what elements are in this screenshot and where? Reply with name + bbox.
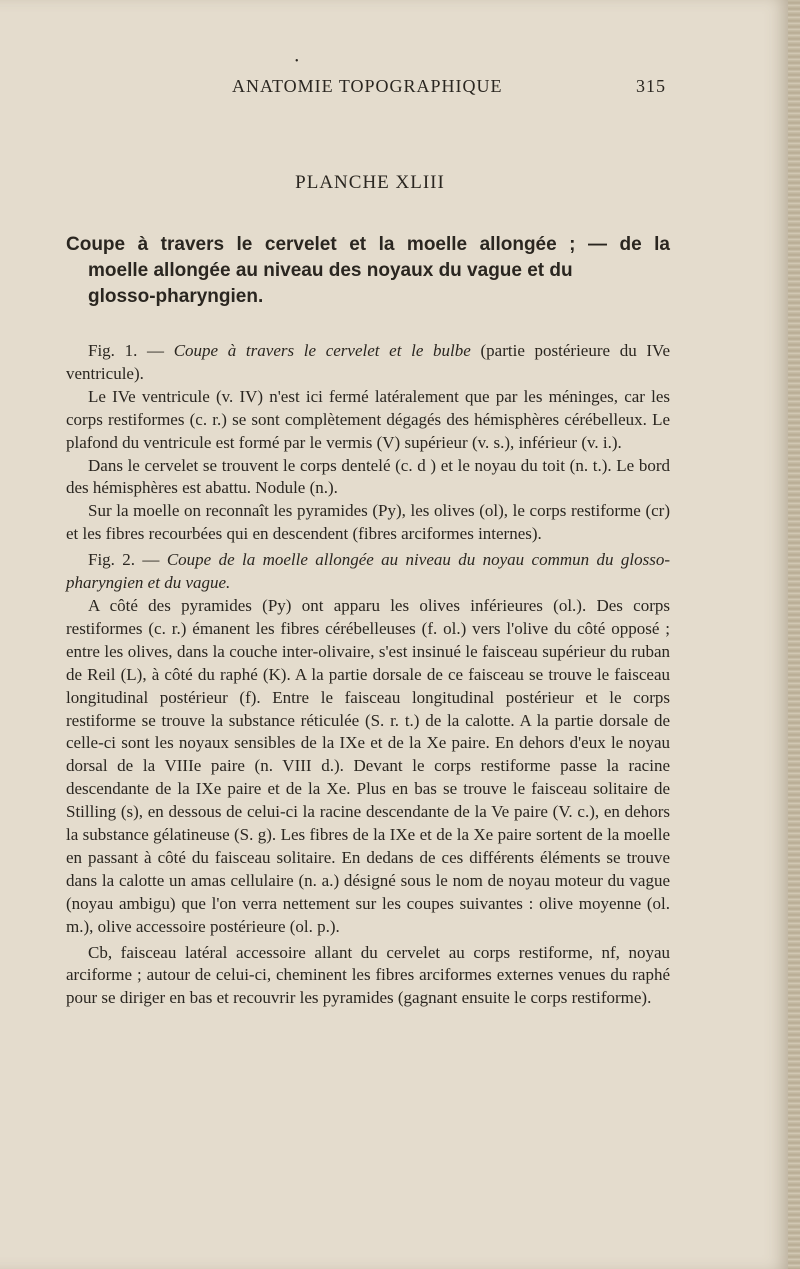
fig2-caption [66,549,670,595]
fig1-caption [66,340,670,386]
fig2-label: Fig. 2. — [88,550,167,570]
fig1-label: Fig. 1. — [88,341,174,360]
subtitle-line-3: glosso-pharyngien. [88,286,264,307]
running-title: ANATOMIE TOPOGRAPHIQUE [232,76,503,96]
subtitle-line-2: moelle allongée au niveau des noyaux du vague et du [88,260,573,281]
fig2-title: Coupe de la moelle allongée au niveau du noyau commun du glosso-pharyngien et du vague. [66,550,671,593]
fig1-paragraph-cervelet: Dans le cervelet se trouvent le corps dentelé (c. d ) et le noyau du toit (n. t.). Le bord des hémisphères est abattu. Nodule (n.). [66,455,670,498]
printer-mark: • [295,56,299,67]
fig1-caption-rest: (partie postérieure du IVe ventricule). [66,341,670,383]
fig1-paragraph-moelle: Sur la moelle on reconnaît les pyramides (Py), les olives (ol), le corps restiforme (cr) et les fibres recourbées qui en descendent (fibres arciformes internes). [66,501,670,544]
page-number: 315 [636,76,666,96]
page-edge [788,0,800,1269]
fig2-paragraph-legend: Cb, faisceau latéral accessoire allant du cervelet au corps restiforme, nf, noyau arciforme ; autour de celui-ci, cheminent les fibres arciformes externes venues du raphé pour se diriger en bas et recouvrir les pyramides (gagnant ensuite le corps restiforme). [66,942,670,1008]
fig2-paragraph-main: A côté des pyramides (Py) ont apparu les olives inférieures (ol.). Des corps restiformes (c. r.) émanent les fibres cérébelleuses (f. ol.) vers l'olive du côté opposé ; entre les olives, dans la couche inter-olivaire, s'est insinué le faisceau supérieur du ruban de Reil (L), à côté du raphé (K). A la partie dorsale de ce faisceau se trouve le faisceau longitudinal postérieur (f). Entre le faisceau longitudinal postérieur et le corps restiforme se trouve la substance réticulée (S. r. t.) de la calotte. A la partie dorsale de celle-ci sont les noyaux sensibles de la IXe et de la Xe paire. En dehors d'eux le noyau dorsal de la VIIIe paire (n. VIII d.). Devant le corps restiforme passe la racine descendante de la IXe paire et de la Xe. Plus en bas se trouve le faisceau solitaire de Stilling (s), en dessous de celui-ci la racine descendante de la Ve paire (V. c.), en dehors la substance gélatineuse (S. g). Les fibres de la IXe et de la Xe paire sortent de la moelle en passant à côté du faisceau solitaire. En dedans de ces différents éléments se trouve dans la calotte un amas cellulaire (n. a.) désigné sous le nom de noyau moteur du vague (noyau ambigu) que l'on verra nettement sur les coupes suivantes : olive moyenne (ol. m.), olive accessoire postérieure (ol. p.). [66,595,670,936]
fig1-title: Coupe à travers le cervelet et le bulbe [173,341,471,360]
plate-subtitle [66,232,670,310]
fig1-paragraph-ventricule: Le IVe ventricule (v. IV) n'est ici fermé latéralement que par les méninges, car les corps restiformes (c. r.) se sont complètement dégagés des hémisphères cérébelleux. Le plafond du ventricule est formé par le vermis (V) supérieur (v. s.), inférieur (v. i.). [66,386,670,452]
plate-title: PLANCHE XLIII [295,172,445,193]
page-body [66,340,670,1010]
running-header [66,76,666,100]
subtitle-line-1: Coupe à travers le cervelet et la moelle allongée ; — de la [66,234,670,255]
